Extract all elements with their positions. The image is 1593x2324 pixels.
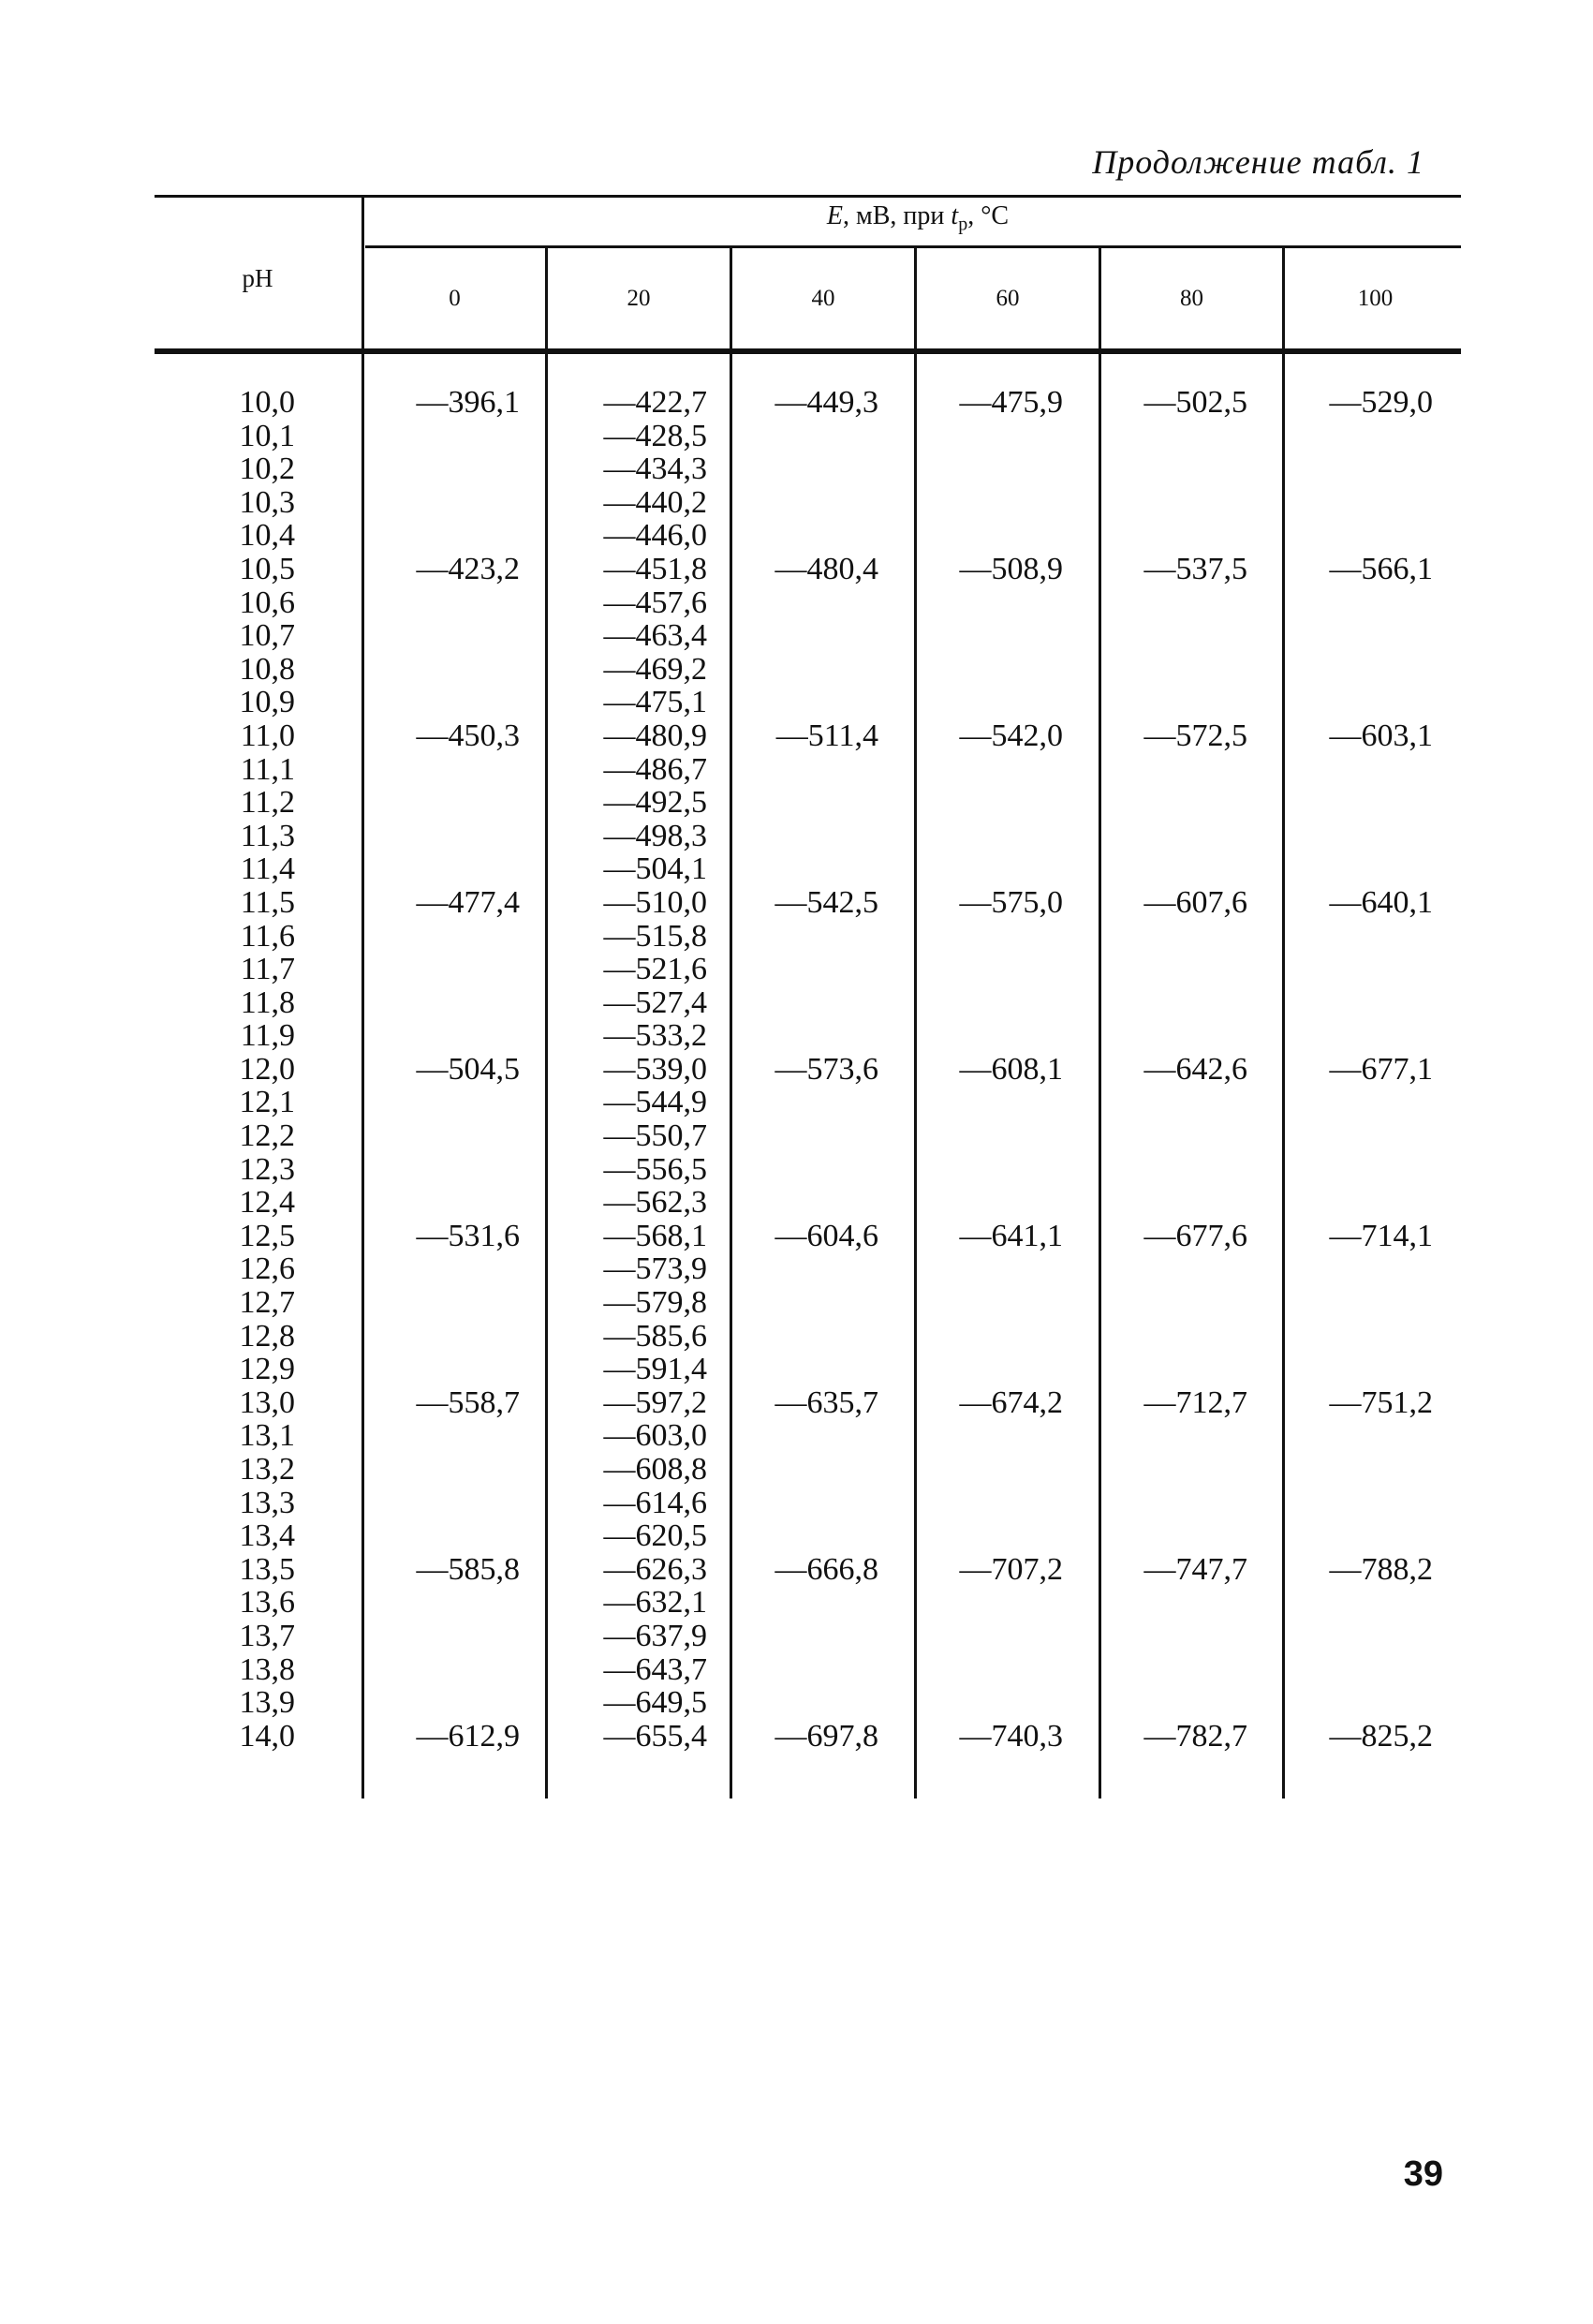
- potential-value-cell: —511,4: [775, 718, 878, 753]
- potential-value-cell: —626,3: [603, 1551, 707, 1587]
- potential-value-cell: —550,7: [603, 1118, 707, 1154]
- potential-value-cell: —607,6: [1143, 885, 1247, 920]
- t-symbol: t: [951, 201, 959, 230]
- potential-value-cell: —603,1: [1329, 718, 1433, 753]
- t0-values-column: [370, 386, 520, 1887]
- ph-value-cell: 12,7: [239, 1285, 295, 1321]
- potential-value-cell: —751,2: [1329, 1385, 1433, 1420]
- potential-value-cell: —450,3: [416, 718, 520, 753]
- ph-value-cell: 11,0: [240, 718, 295, 753]
- potential-value-cell: —635,7: [774, 1385, 878, 1420]
- potential-value-cell: —641,1: [959, 1219, 1063, 1253]
- ph-value-cell: 10,1: [239, 418, 295, 453]
- potential-value-cell: —502,5: [1143, 385, 1247, 420]
- potential-value-cell: —666,8: [774, 1552, 878, 1587]
- potential-value-cell: —521,6: [603, 952, 707, 987]
- potential-value-cell: —788,2: [1329, 1552, 1433, 1587]
- header-sub-rule: [365, 245, 1461, 248]
- potential-value-cell: —440,2: [603, 484, 707, 520]
- ph-value-cell: 14,0: [239, 1718, 295, 1754]
- potential-value-cell: —677,6: [1143, 1219, 1247, 1253]
- temp-header-0: 0: [449, 286, 461, 311]
- ph-value-cell: 12,3: [239, 1151, 295, 1187]
- ph-value-cell: 11,7: [240, 952, 295, 987]
- potential-value-cell: —620,5: [603, 1518, 707, 1554]
- potential-value-cell: —825,2: [1329, 1719, 1433, 1754]
- temp-header-80: 80: [1180, 286, 1203, 311]
- potential-value-cell: —640,1: [1329, 885, 1433, 920]
- potential-value-cell: —451,8: [603, 551, 707, 586]
- potential-value-cell: —782,7: [1143, 1719, 1247, 1754]
- table-top-rule: [155, 195, 1461, 198]
- potential-value-cell: —423,2: [416, 552, 520, 586]
- potential-value-cell: —747,7: [1143, 1552, 1247, 1587]
- potential-value-cell: —480,4: [774, 552, 878, 586]
- ph-value-cell: 12,2: [239, 1118, 295, 1154]
- ph-value-cell: 13,7: [239, 1618, 295, 1653]
- header-bottom-rule: [155, 348, 1461, 354]
- potential-value-cell: —510,0: [603, 884, 707, 920]
- t80-values-column: [1107, 386, 1247, 1887]
- potential-value-cell: —714,1: [1329, 1219, 1433, 1253]
- potential-value-cell: —575,0: [959, 885, 1063, 920]
- potential-value-cell: —480,9: [603, 718, 707, 753]
- t100-values-column: [1292, 386, 1433, 1887]
- potential-value-cell: —573,9: [603, 1251, 707, 1287]
- potential-value-cell: —655,4: [603, 1718, 707, 1754]
- potential-value-cell: —585,6: [603, 1318, 707, 1354]
- ph-value-cell: 10,6: [239, 585, 295, 620]
- potential-value-cell: —486,7: [603, 751, 707, 787]
- ph-value-cell: 10,5: [239, 551, 295, 586]
- ph-value-cell: 11,4: [240, 851, 295, 887]
- column-divider: [545, 248, 548, 1799]
- potential-value-cell: —542,5: [774, 885, 878, 920]
- potential-value-cell: —463,4: [603, 618, 707, 654]
- potential-value-cell: —544,9: [603, 1085, 707, 1120]
- potential-value-cell: —566,1: [1329, 552, 1433, 586]
- ph-value-cell: 11,2: [240, 785, 295, 821]
- t20-values-column: [562, 386, 707, 1753]
- ph-value-cell: 12,5: [239, 1218, 295, 1253]
- ph-value-cell: 13,8: [239, 1651, 295, 1687]
- ph-value-cell: 13,6: [239, 1585, 295, 1621]
- ph-values-column: [187, 386, 295, 1753]
- ph-value-cell: 13,1: [239, 1418, 295, 1454]
- potential-value-cell: —457,6: [603, 585, 707, 620]
- potential-value-cell: —396,1: [416, 385, 520, 420]
- potential-value-cell: —677,1: [1329, 1052, 1433, 1087]
- potential-value-cell: —469,2: [603, 651, 707, 687]
- unit-text: , °С: [967, 201, 1010, 230]
- potential-value-cell: —614,6: [603, 1485, 707, 1520]
- column-divider: [1099, 248, 1101, 1799]
- potential-value-cell: —573,6: [774, 1052, 878, 1087]
- temp-header-40: 40: [811, 286, 835, 311]
- t-subscript: р: [958, 214, 968, 235]
- ph-value-cell: 10,7: [239, 618, 295, 654]
- potential-value-cell: —649,5: [603, 1685, 707, 1721]
- potential-value-cell: —642,6: [1143, 1052, 1247, 1087]
- potential-value-cell: —632,1: [603, 1585, 707, 1621]
- potential-value-cell: —515,8: [603, 918, 707, 954]
- potential-value-cell: —508,9: [959, 552, 1063, 586]
- potential-value-cell: —643,7: [603, 1651, 707, 1687]
- ph-value-cell: 12,4: [239, 1185, 295, 1221]
- potential-value-cell: —477,4: [416, 885, 520, 920]
- ph-value-cell: 10,2: [239, 451, 295, 487]
- ph-value-cell: 10,3: [239, 484, 295, 520]
- ph-value-cell: 11,3: [240, 818, 295, 853]
- potential-value-cell: —498,3: [603, 818, 707, 853]
- potential-value-cell: —707,2: [959, 1552, 1063, 1587]
- potential-value-cell: —597,2: [603, 1384, 707, 1420]
- t40-values-column: [738, 386, 878, 1887]
- ph-value-cell: 13,0: [239, 1384, 295, 1420]
- ph-value-cell: 11,1: [240, 751, 295, 787]
- ph-value-cell: 10,4: [239, 518, 295, 554]
- potential-value-cell: —637,9: [603, 1618, 707, 1653]
- potential-value-cell: —568,1: [603, 1218, 707, 1253]
- potential-value-cell: —434,3: [603, 451, 707, 487]
- potential-value-cell: —579,8: [603, 1285, 707, 1321]
- potential-value-cell: —527,4: [603, 984, 707, 1020]
- potential-value-cell: —542,0: [959, 718, 1063, 753]
- ph-value-cell: 12,1: [239, 1085, 295, 1120]
- ph-column-header: pH: [242, 264, 273, 292]
- potential-value-cell: —539,0: [603, 1051, 707, 1087]
- potential-value-cell: —604,6: [774, 1219, 878, 1253]
- ph-value-cell: 12,9: [239, 1352, 295, 1387]
- e-label-text: , мВ, при: [843, 201, 951, 230]
- potential-value-cell: —492,5: [603, 785, 707, 821]
- potential-value-cell: —428,5: [603, 418, 707, 453]
- potential-value-cell: —558,7: [416, 1385, 520, 1420]
- column-divider: [730, 248, 732, 1799]
- ph-value-cell: 10,8: [239, 651, 295, 687]
- ph-value-cell: 11,8: [240, 984, 295, 1020]
- potential-value-cell: —591,4: [603, 1352, 707, 1387]
- temp-header-100: 100: [1357, 286, 1394, 311]
- potential-value-cell: —529,0: [1329, 385, 1433, 420]
- temp-header-20: 20: [627, 286, 651, 311]
- potential-value-cell: —585,8: [416, 1552, 520, 1587]
- potential-value-cell: —740,3: [959, 1719, 1063, 1754]
- potential-value-cell: —556,5: [603, 1151, 707, 1187]
- potential-value-cell: —572,5: [1143, 718, 1247, 753]
- potential-value-cell: —697,8: [774, 1719, 878, 1754]
- potential-value-cell: —422,7: [603, 385, 707, 420]
- potential-value-cell: —603,0: [603, 1418, 707, 1454]
- ph-value-cell: 11,5: [240, 884, 295, 920]
- potential-value-cell: —712,7: [1143, 1385, 1247, 1420]
- potential-value-cell: —475,9: [959, 385, 1063, 420]
- potential-value-cell: —608,8: [603, 1452, 707, 1487]
- ph-value-cell: 12,0: [239, 1051, 295, 1087]
- potential-value-cell: —475,1: [603, 685, 707, 720]
- e-symbol: E: [826, 201, 844, 230]
- t60-values-column: [922, 386, 1063, 1887]
- ph-value-cell: 11,9: [240, 1018, 295, 1054]
- ph-value-cell: 10,0: [239, 385, 295, 420]
- ph-value-cell: 12,6: [239, 1251, 295, 1287]
- potential-column-group-header: [365, 201, 1470, 236]
- temp-header-60: 60: [996, 286, 1020, 311]
- potential-value-cell: —446,0: [603, 518, 707, 554]
- potential-value-cell: —612,9: [416, 1719, 520, 1754]
- ph-value-cell: 12,8: [239, 1318, 295, 1354]
- ph-value-cell: 13,2: [239, 1452, 295, 1487]
- ph-value-cell: 13,9: [239, 1685, 295, 1721]
- potential-value-cell: —562,3: [603, 1185, 707, 1221]
- page-number: 39: [1403, 2154, 1443, 2194]
- potential-value-cell: —608,1: [959, 1052, 1063, 1087]
- potential-value-cell: —449,3: [774, 385, 878, 420]
- table-continuation-caption: Продолжение табл. 1: [1092, 143, 1424, 181]
- potential-value-cell: —537,5: [1143, 552, 1247, 586]
- potential-value-cell: —504,1: [603, 851, 707, 887]
- ph-value-cell: 11,6: [240, 918, 295, 954]
- potential-value-cell: —504,5: [416, 1052, 520, 1087]
- potential-value-cell: —674,2: [959, 1385, 1063, 1420]
- potential-value-cell: —533,2: [603, 1018, 707, 1054]
- column-divider: [1282, 248, 1285, 1799]
- ph-value-cell: 10,9: [239, 685, 295, 720]
- potential-value-cell: —531,6: [416, 1219, 520, 1253]
- column-divider: [361, 197, 364, 1799]
- ph-value-cell: 13,5: [239, 1551, 295, 1587]
- column-divider: [914, 248, 917, 1799]
- ph-value-cell: 13,3: [239, 1485, 295, 1520]
- ph-value-cell: 13,4: [239, 1518, 295, 1554]
